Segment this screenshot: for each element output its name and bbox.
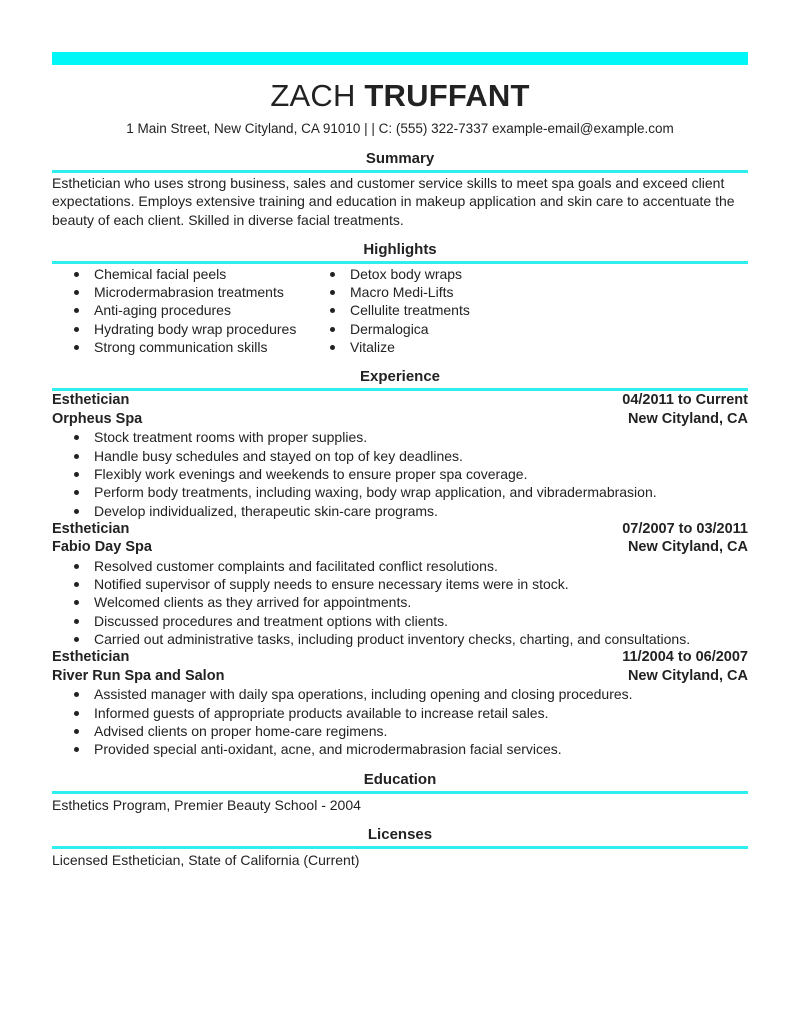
first-name: ZACH xyxy=(270,78,356,113)
job-location: New Cityland, CA xyxy=(627,410,748,427)
resume-page xyxy=(52,52,748,869)
job-company-row xyxy=(52,538,748,557)
job-company-row xyxy=(52,667,748,686)
job-duty: Resolved customer complaints and facilitated conflict resolutions. xyxy=(70,557,748,575)
highlight-item: Hydrating body wrap procedures xyxy=(70,320,326,338)
highlight-item: Microdermabrasion treatments xyxy=(70,283,326,301)
job-duty: Handle busy schedules and stayed on top of key deadlines. xyxy=(70,447,748,465)
job-duty: Flexibly work evenings and weekends to ensure proper spa coverage. xyxy=(70,465,748,483)
summary-text: Esthetician who uses strong business, sales and customer service skills to meet spa goals and exceed client expectations. Employs extensive training and education in makeup application and skin care to accentuate the beauty of each client. Skilled in diverse facial treatments. xyxy=(52,175,735,228)
job-header-row xyxy=(52,520,748,539)
education-text: Esthetics Program, Premier Beauty School - 2004 xyxy=(52,796,361,813)
job-header-row xyxy=(52,391,748,410)
job-entry xyxy=(52,648,748,758)
highlights-right-column xyxy=(326,265,470,356)
job-company: Orpheus Spa xyxy=(52,410,143,427)
job-duty: Welcomed clients as they arrived for appointments. xyxy=(70,593,748,611)
job-duty: Perform body treatments, including waxing, body wrap application, and vibradermabrasion. xyxy=(70,483,748,501)
job-duties xyxy=(52,685,748,758)
job-duty: Assisted manager with daily spa operations, including opening and closing procedures. xyxy=(70,685,748,703)
highlights-list xyxy=(52,265,748,356)
contact-info: 1 Main Street, New Cityland, CA 91010 | | C: (555) 322-7337 example-email@example.com xyxy=(126,121,674,136)
job-duties xyxy=(52,557,748,648)
job-duty: Informed guests of appropriate products available to increase retail sales. xyxy=(70,704,748,722)
highlight-item: Macro Medi-Lifts xyxy=(326,283,470,301)
job-company: River Run Spa and Salon xyxy=(52,667,225,684)
job-company: Fabio Day Spa xyxy=(52,539,152,556)
highlight-item: Chemical facial peels xyxy=(70,265,326,283)
job-duty: Develop individualized, therapeutic skin-care programs. xyxy=(70,502,748,520)
section-title-summary: Summary xyxy=(52,150,748,173)
job-duty: Provided special anti-oxidant, acne, and microdermabrasion facial services. xyxy=(70,740,748,758)
job-duties xyxy=(52,428,748,519)
section-title-experience: Experience xyxy=(52,368,748,391)
job-dates: 11/2004 to 06/2007 xyxy=(622,649,748,666)
accent-top-bar xyxy=(52,52,748,65)
job-duty: Carried out administrative tasks, including product inventory checks, charting, and consultations. xyxy=(70,630,748,648)
job-location: New Cityland, CA xyxy=(627,539,748,556)
highlights-left-column xyxy=(70,265,326,356)
highlight-item: Detox body wraps xyxy=(326,265,470,283)
job-dates: 07/2007 to 03/2011 xyxy=(622,520,748,537)
job-role: Esthetician xyxy=(52,649,130,666)
highlight-item: Dermalogica xyxy=(326,320,470,338)
job-duty: Notified supervisor of supply needs to ensure necessary items were in stock. xyxy=(70,575,748,593)
section-title-highlights: Highlights xyxy=(52,241,748,264)
highlight-item: Cellulite treatments xyxy=(326,301,470,319)
job-role: Esthetician xyxy=(52,520,130,537)
job-duty: Discussed procedures and treatment options with clients. xyxy=(70,612,748,630)
job-dates: 04/2011 to Current xyxy=(622,392,748,409)
job-duty: Stock treatment rooms with proper supplies. xyxy=(70,428,748,446)
job-company-row xyxy=(52,410,748,429)
job-location: New Cityland, CA xyxy=(627,667,748,684)
highlight-item: Strong communication skills xyxy=(70,338,326,356)
job-entry xyxy=(52,520,748,648)
candidate-name xyxy=(52,78,748,114)
section-title-licenses: Licenses xyxy=(52,826,748,849)
licenses-text: Licensed Esthetician, State of California (Current) xyxy=(52,851,360,868)
job-duty: Advised clients on proper home-care regimens. xyxy=(70,722,748,740)
job-header-row xyxy=(52,648,748,667)
job-role: Esthetician xyxy=(52,392,130,409)
highlight-item: Anti-aging procedures xyxy=(70,301,326,319)
section-title-education: Education xyxy=(52,771,748,794)
last-name: TRUFFANT xyxy=(364,78,530,113)
job-entry xyxy=(52,391,748,519)
highlight-item: Vitalize xyxy=(326,338,470,356)
